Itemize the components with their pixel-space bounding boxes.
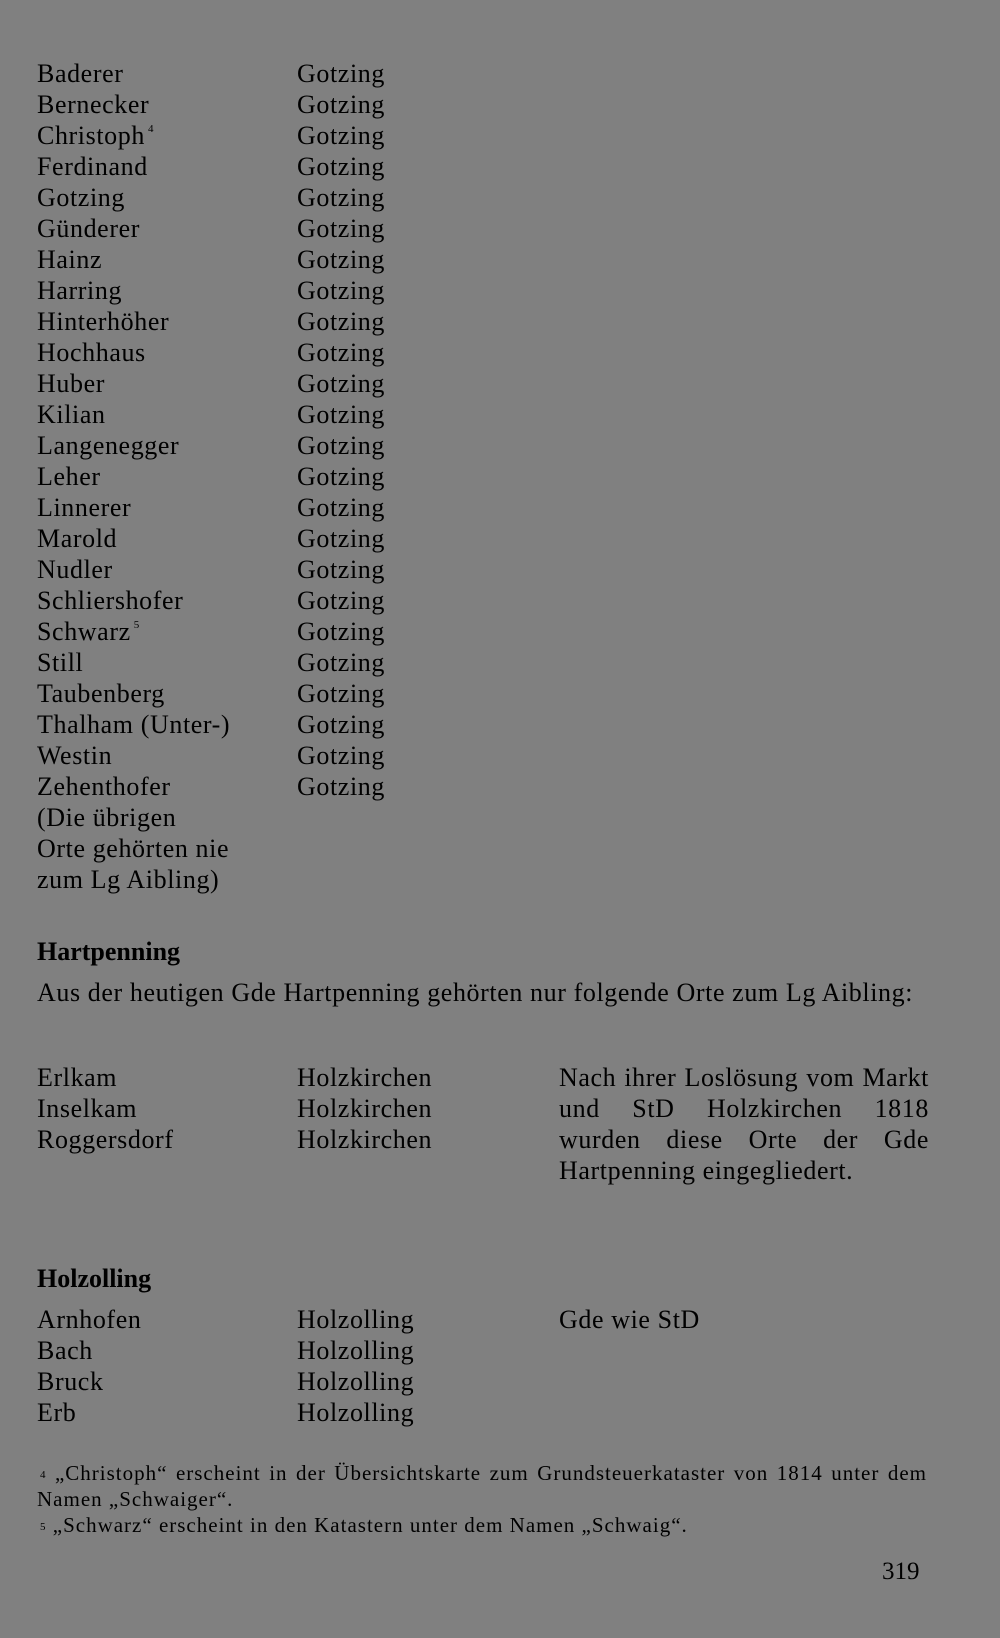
- list-item: [0, 803, 1000, 834]
- district-name: Gotzing: [297, 121, 385, 150]
- locality-name: [37, 679, 165, 709]
- district-name: Gotzing: [297, 524, 385, 553]
- locality-name-text: Westin: [37, 741, 113, 770]
- footnote-text: „Schwarz“ erscheint in den Katastern unter dem Namen „Schwaig“.: [52, 1513, 688, 1537]
- locality-name-text: Kilian: [37, 400, 106, 429]
- locality-name: Bruck: [37, 1367, 104, 1396]
- district-name: Gotzing: [297, 493, 385, 522]
- district-name: Gotzing: [297, 462, 385, 491]
- locality-name: Bach: [37, 1336, 93, 1365]
- locality-name: Erlkam: [37, 1063, 118, 1092]
- locality-name-text: Gotzing: [37, 183, 125, 212]
- locality-name: [37, 865, 219, 895]
- locality-name: [37, 307, 169, 337]
- list-item: [0, 431, 1000, 462]
- section-heading-hartpenning: Hartpenning: [37, 937, 181, 966]
- district-name: Gotzing: [297, 276, 385, 305]
- footnote-ref: 4: [147, 123, 155, 135]
- district-name: Gotzing: [297, 679, 385, 708]
- locality-name-text: Günderer: [37, 214, 140, 243]
- locality-name: [37, 90, 149, 120]
- list-item: [0, 59, 1000, 90]
- locality-name: [37, 493, 131, 523]
- list-item: [0, 338, 1000, 369]
- list-item: [0, 369, 1000, 400]
- list-item: [0, 648, 1000, 679]
- list-item: [0, 276, 1000, 307]
- list-item: [0, 555, 1000, 586]
- locality-name: [37, 245, 102, 275]
- list-item: [0, 245, 1000, 276]
- locality-name: [37, 834, 229, 864]
- district-name: Holzolling: [297, 1305, 415, 1334]
- district-name: Gotzing: [297, 648, 385, 677]
- locality-name: [37, 524, 117, 554]
- locality-name-text: Taubenberg: [37, 679, 165, 708]
- list-item: [0, 679, 1000, 710]
- locality-name-text: Still: [37, 648, 84, 677]
- locality-name: [37, 214, 140, 244]
- district-name: Gotzing: [297, 307, 385, 336]
- district-name: Gotzing: [297, 617, 385, 646]
- locality-name-text: Ferdinand: [37, 152, 148, 181]
- locality-name: [37, 803, 176, 833]
- locality-name-text: Hochhaus: [37, 338, 146, 367]
- locality-name-text: Orte gehörten nie: [37, 834, 230, 863]
- district-name: Gotzing: [297, 214, 385, 243]
- district-name: Holzolling: [297, 1367, 415, 1396]
- locality-name-text: Bernecker: [37, 90, 150, 119]
- locality-name-text: zum Lg Aibling): [37, 865, 220, 894]
- district-name: Gotzing: [297, 90, 385, 119]
- district-name: Holzolling: [297, 1398, 415, 1427]
- locality-name: Inselkam: [37, 1094, 138, 1123]
- locality-name: [37, 121, 154, 151]
- locality-name: Arnhofen: [37, 1305, 142, 1334]
- district-name: Gotzing: [297, 710, 385, 739]
- locality-name: [37, 400, 106, 430]
- list-item: [0, 307, 1000, 338]
- list-item: [0, 121, 1000, 152]
- locality-name: [37, 555, 113, 585]
- locality-name: [37, 586, 183, 616]
- table-row: [0, 1398, 1000, 1429]
- locality-name-text: Hinterhöher: [37, 307, 170, 336]
- locality-name-text: Schwarz: [37, 617, 131, 646]
- district-name: Holzkirchen: [297, 1094, 433, 1123]
- locality-name-text: Christoph: [37, 121, 145, 150]
- footnote-5: [37, 1512, 927, 1538]
- locality-name-text: Nudler: [37, 555, 113, 584]
- district-name: Gotzing: [297, 555, 385, 584]
- district-name: Gotzing: [297, 59, 385, 88]
- locality-name-text: Thalham (Unter-): [37, 710, 231, 739]
- locality-name: [37, 338, 146, 368]
- footnote-mark: 5: [40, 1521, 47, 1533]
- district-name: Gotzing: [297, 586, 385, 615]
- footnote-text: „Christoph“ erscheint in der Übersichtskarte zum Grundsteuerkataster von 1814 unter dem Namen „Schwaiger“.: [37, 1461, 927, 1511]
- locality-name-text: Zehenthofer: [37, 772, 171, 801]
- locality-name: Roggersdorf: [37, 1125, 174, 1154]
- locality-name-text: Baderer: [37, 59, 124, 88]
- district-name: Gotzing: [297, 152, 385, 181]
- locality-name: [37, 183, 125, 213]
- locality-name: [37, 741, 112, 771]
- locality-name: [37, 59, 123, 89]
- district-name: Gotzing: [297, 741, 385, 770]
- locality-name: [37, 152, 148, 182]
- section-heading-holzolling: Holzolling: [37, 1264, 152, 1293]
- list-item: [0, 710, 1000, 741]
- table-row: [0, 1367, 1000, 1398]
- list-item: [0, 617, 1000, 648]
- locality-name: [37, 617, 140, 647]
- district-name: Gotzing: [297, 338, 385, 367]
- locality-name: [37, 772, 171, 802]
- table-row: [0, 1336, 1000, 1367]
- district-name: Gotzing: [297, 772, 385, 801]
- district-name: Holzolling: [297, 1336, 415, 1365]
- locality-name-text: Linnerer: [37, 493, 132, 522]
- locality-name: [37, 648, 83, 678]
- district-name: Holzkirchen: [297, 1125, 433, 1154]
- list-item: [0, 462, 1000, 493]
- list-item: [0, 400, 1000, 431]
- locality-name: [37, 276, 122, 306]
- locality-name-text: Langenegger: [37, 431, 180, 460]
- list-item: [0, 214, 1000, 245]
- page-number: 319: [882, 1558, 920, 1585]
- list-item: [0, 524, 1000, 555]
- locality-name-text: Schliershofer: [37, 586, 184, 615]
- footnote-mark: 4: [40, 1469, 47, 1481]
- locality-name: [37, 462, 101, 492]
- list-item: [0, 152, 1000, 183]
- locality-name: Erb: [37, 1398, 77, 1427]
- locality-name-text: Hainz: [37, 245, 103, 274]
- footnote-4: [37, 1460, 927, 1512]
- locality-name-text: Marold: [37, 524, 118, 553]
- district-name: Holzkirchen: [297, 1063, 433, 1092]
- district-name: Gotzing: [297, 245, 385, 274]
- district-name: Gotzing: [297, 400, 385, 429]
- list-item: [0, 772, 1000, 803]
- district-name: Gotzing: [297, 183, 385, 212]
- locality-name-text: Harring: [37, 276, 123, 305]
- locality-name: [37, 369, 105, 399]
- list-item: [0, 183, 1000, 214]
- list-item: [0, 493, 1000, 524]
- locality-name-text: (Die übrigen: [37, 803, 177, 832]
- holzolling-note: Gde wie StD: [559, 1305, 700, 1334]
- locality-name-text: Leher: [37, 462, 101, 491]
- locality-name-text: Huber: [37, 369, 105, 398]
- locality-name: [37, 431, 179, 461]
- hartpenning-intro: Aus der heutigen Gde Hartpenning gehörten nur folgende Orte zum Lg Aibling:: [37, 978, 914, 1007]
- list-item: [0, 586, 1000, 617]
- list-item: [0, 741, 1000, 772]
- hartpenning-note: Nach ihrer Loslösung vom Markt und StD Holzkirchen 1818 wurden diese Orte der Gde Hartpenning eingegliedert.: [559, 1063, 929, 1185]
- list-item: [0, 865, 1000, 896]
- list-item: [0, 90, 1000, 121]
- district-name: Gotzing: [297, 369, 385, 398]
- district-name: Gotzing: [297, 431, 385, 460]
- list-item: [0, 834, 1000, 865]
- locality-name: [37, 710, 230, 740]
- footnote-ref: 5: [133, 619, 140, 631]
